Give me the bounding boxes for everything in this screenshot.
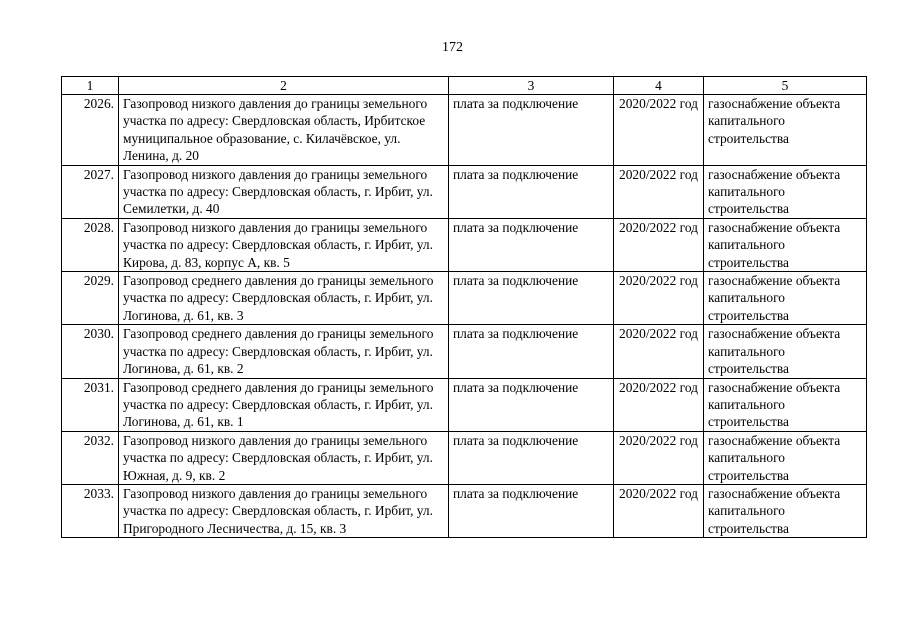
table-row: [62, 484, 867, 537]
header-cell: 5: [704, 77, 867, 95]
header-cell: 4: [614, 77, 704, 95]
row-number: 2033.: [62, 484, 119, 537]
funding-source: плата за подключение: [449, 272, 614, 325]
implementation-period: 2020/2022 год: [614, 484, 704, 537]
row-number: 2032.: [62, 431, 119, 484]
table-row: [62, 272, 867, 325]
table-row: [62, 165, 867, 218]
row-number: 2030.: [62, 325, 119, 378]
header-cell: 1: [62, 77, 119, 95]
funding-source: плата за подключение: [449, 431, 614, 484]
table-row: [62, 431, 867, 484]
table-row: [62, 95, 867, 166]
funding-source: плата за подключение: [449, 165, 614, 218]
implementation-period: 2020/2022 год: [614, 272, 704, 325]
purpose: газоснабжение объекта капитального строительства: [704, 484, 867, 537]
purpose: газоснабжение объекта капитального строительства: [704, 272, 867, 325]
row-number: 2029.: [62, 272, 119, 325]
implementation-period: 2020/2022 год: [614, 325, 704, 378]
funding-source: плата за подключение: [449, 325, 614, 378]
funding-source: плата за подключение: [449, 95, 614, 166]
row-number: 2031.: [62, 378, 119, 431]
implementation-period: 2020/2022 год: [614, 95, 704, 166]
header-cell: 3: [449, 77, 614, 95]
row-number: 2028.: [62, 218, 119, 271]
implementation-period: 2020/2022 год: [614, 378, 704, 431]
funding-source: плата за подключение: [449, 484, 614, 537]
purpose: газоснабжение объекта капитального строительства: [704, 431, 867, 484]
object-description: Газопровод низкого давления до границы земельного участка по адресу: Свердловская область, г. Ирбит, ул. Южная, д. 9, кв. 2: [119, 431, 449, 484]
funding-source: плата за подключение: [449, 218, 614, 271]
table-row: [62, 378, 867, 431]
object-description: Газопровод низкого давления до границы земельного участка по адресу: Свердловская область, г. Ирбит, ул. Кирова, д. 83, корпус А, кв. 5: [119, 218, 449, 271]
purpose: газоснабжение объекта капитального строительства: [704, 95, 867, 166]
row-number: 2027.: [62, 165, 119, 218]
table-header-row: [62, 77, 867, 95]
investment-program-table: [61, 76, 867, 538]
implementation-period: 2020/2022 год: [614, 165, 704, 218]
page-number: 172: [442, 40, 463, 55]
table-row: [62, 218, 867, 271]
purpose: газоснабжение объекта капитального строительства: [704, 378, 867, 431]
object-description: Газопровод среднего давления до границы земельного участка по адресу: Свердловская область, г. Ирбит, ул. Логинова, д. 61, кв. 3: [119, 272, 449, 325]
funding-source: плата за подключение: [449, 378, 614, 431]
implementation-period: 2020/2022 год: [614, 431, 704, 484]
object-description: Газопровод низкого давления до границы земельного участка по адресу: Свердловская область, г. Ирбит, ул. Пригородного Лесничества, д. 15, кв. 3: [119, 484, 449, 537]
table-row: [62, 325, 867, 378]
header-cell: 2: [119, 77, 449, 95]
object-description: Газопровод среднего давления до границы земельного участка по адресу: Свердловская область, г. Ирбит, ул. Логинова, д. 61, кв. 2: [119, 325, 449, 378]
object-description: Газопровод среднего давления до границы земельного участка по адресу: Свердловская область, г. Ирбит, ул. Логинова, д. 61, кв. 1: [119, 378, 449, 431]
object-description: Газопровод низкого давления до границы земельного участка по адресу: Свердловская область, Ирбитское муниципальное образование, с. Килачёвское, ул. Ленина, д. 20: [119, 95, 449, 166]
purpose: газоснабжение объекта капитального строительства: [704, 325, 867, 378]
purpose: газоснабжение объекта капитального строительства: [704, 165, 867, 218]
object-description: Газопровод низкого давления до границы земельного участка по адресу: Свердловская область, г. Ирбит, ул. Семилетки, д. 40: [119, 165, 449, 218]
implementation-period: 2020/2022 год: [614, 218, 704, 271]
purpose: газоснабжение объекта капитального строительства: [704, 218, 867, 271]
row-number: 2026.: [62, 95, 119, 166]
